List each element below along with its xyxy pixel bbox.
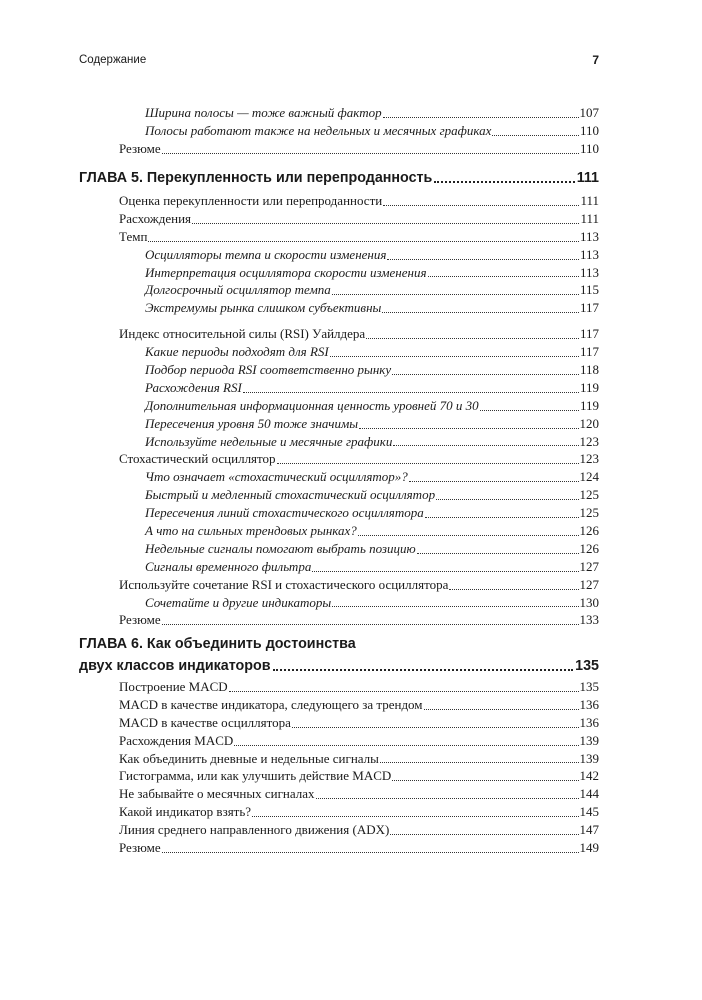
toc-entry-page: 127 [579,576,599,592]
toc-entry[interactable] [79,750,599,768]
toc-entry-page: 136 [579,696,599,712]
chapter-5-page: 111 [576,170,599,186]
toc-entry-title: Пересечения уровня 50 тоже значимы [145,415,359,431]
toc-entry[interactable] [79,264,599,282]
toc-entry[interactable] [79,415,599,433]
toc-entry-page: 147 [579,822,599,838]
toc-entry-page: 120 [579,415,599,431]
dot-leader [243,388,579,393]
toc-entry-title: Индекс относительной силы (RSI) Уайлдера [119,326,366,342]
toc-entry[interactable] [79,228,599,246]
toc-entry-title: MACD в качестве осциллятора [119,714,291,730]
dot-leader [428,272,579,277]
dot-leader [382,308,579,313]
chapter-6-heading[interactable] [79,634,599,676]
dot-leader [392,370,579,375]
toc-entry-page: 139 [579,732,599,748]
running-head [79,54,599,70]
toc-entry-title: Стохастический осциллятор [119,451,276,467]
toc-entry-title: Резюме [119,140,161,156]
toc-entry-page: 113 [579,264,599,280]
toc-entry-title: Какой индикатор взять? [119,804,252,820]
toc-entry[interactable] [79,540,599,558]
toc-entry-page: 144 [579,786,599,802]
dot-leader [229,687,579,692]
toc-entry[interactable] [79,192,599,210]
toc-entry-page: 113 [579,228,599,244]
dot-leader [387,255,579,260]
dot-leader [380,758,579,763]
dot-leader [449,585,578,590]
toc-entry-page: 126 [579,540,599,556]
toc-entry[interactable] [79,433,599,451]
toc-entry-title: Расхождения [119,210,192,226]
running-head-title: Содержание [79,54,147,66]
dot-leader [393,441,578,446]
toc-entry-title: Недельные сигналы помогают выбрать позицию [145,540,416,556]
toc-entry[interactable] [79,104,599,122]
toc-entry[interactable] [79,486,599,504]
toc-entry-page: 113 [579,246,599,262]
dot-leader [316,794,579,799]
toc-entry-title: Какие периоды подходят для RSI [145,344,329,360]
toc-entry[interactable] [79,468,599,486]
toc-entry-page: 123 [579,451,599,467]
dot-leader [162,620,579,625]
toc-entry-title: Экстремумы рынка слишком субъективны [145,300,382,316]
toc-entry-title: Построение MACD [119,678,228,694]
toc-entry-page: 126 [579,523,599,539]
toc-entry-page: 119 [579,379,599,395]
toc-entry[interactable] [79,140,599,158]
dot-leader [383,201,579,206]
toc-entry-title: Быстрый и медленный стохастический осциллятор [145,487,436,503]
chapter-5-heading[interactable] [79,168,599,188]
chapter-6-title-line1: ГЛАВА 6. Как объединить достоинства [79,636,356,652]
toc-entry-title: Как объединить дневные и недельные сигналы [119,750,379,766]
dot-leader [332,602,578,607]
toc-entry[interactable] [79,361,599,379]
toc-entry[interactable] [79,343,599,361]
dot-leader [492,131,579,136]
toc-entry-page: 115 [579,282,599,298]
dot-leader [424,705,579,710]
dot-leader [312,567,578,572]
toc-entry-page: 127 [579,558,599,574]
toc-entry-title: Расхождения RSI [145,379,242,395]
dot-leader [436,495,578,500]
toc-entry-page: 139 [579,750,599,766]
toc-entry[interactable] [79,281,599,299]
toc-entry-page: 142 [579,768,599,784]
toc-entry-page: 117 [579,300,599,316]
toc-entry-title: Дополнительная информационная ценность уровней 70 и 30 [145,397,479,413]
dot-leader [358,531,579,536]
dot-leader [330,352,579,357]
toc-entry-title: Полосы работают также на недельных и месячных графиках [145,122,492,138]
toc-entry-title: Гистограмма, или как улучшить действие MACD [119,768,392,784]
toc-entry-page: 117 [579,344,599,360]
toc-entry-title: Резюме [119,840,161,855]
toc-entry[interactable] [79,611,599,629]
toc-entry[interactable] [79,821,599,839]
dot-leader [234,741,578,746]
page-number: 7 [592,53,599,67]
toc-entry-page: 145 [579,804,599,820]
chapter-6-title-line2: двух классов индикаторов [79,658,271,674]
chapter-6-page: 135 [575,658,599,674]
toc-entry[interactable] [79,594,599,612]
dot-leader [409,477,579,482]
dot-leader [332,290,579,295]
dot-leader [366,334,579,339]
dot-leader [383,113,579,118]
toc-entry[interactable] [79,299,599,317]
toc-entry-title: Подбор периода RSI соответственно рынку [145,362,392,377]
toc-entry[interactable] [79,210,599,228]
dot-leader [192,219,579,224]
toc-entry-page: 118 [579,362,599,377]
toc-entry-title: Что означает «стохастический осциллятор»? [145,469,408,485]
toc-entry[interactable] [79,122,599,140]
toc-entry[interactable] [79,714,599,732]
toc-entry-page: 130 [579,594,599,610]
toc-entry-title: Резюме [119,612,161,628]
toc-entry-title: Долгосрочный осциллятор темпа [145,282,331,298]
toc-entry-page: 124 [579,469,599,485]
dot-leader [162,149,579,154]
toc-entry[interactable] [79,504,599,522]
toc-entry-page: 125 [579,487,599,503]
toc-entry-title: Линия среднего направленного движения (ADX) [119,822,390,838]
toc-entry-title: Интерпретация осциллятора скорости изменения [145,264,427,280]
dot-leader [252,812,578,817]
dot-leader [480,406,579,411]
toc-entry-title: Сигналы временного фильтра [145,558,312,574]
toc-entry[interactable] [79,522,599,540]
dot-leader [359,424,578,429]
toc-continued-section [79,104,599,158]
toc-entry-page: 111 [580,210,599,226]
chapter-5-entries [79,192,599,629]
toc-entry-title: Оценка перекупленности или перепроданности [119,192,383,208]
toc-entry[interactable] [79,576,599,594]
toc-entry-title: Используйте недельные и месячные графики [145,433,393,449]
toc-entry[interactable] [79,397,599,415]
toc-entry[interactable] [79,767,599,785]
toc-entry[interactable] [79,803,599,821]
toc-entry-page: 119 [579,397,599,413]
toc-entry[interactable] [79,558,599,576]
toc-entry[interactable] [79,246,599,264]
toc-entry-page: 107 [579,104,599,120]
toc-entry[interactable] [79,450,599,468]
dot-leader [277,459,579,464]
toc-entry-title: Расхождения MACD [119,732,234,748]
toc-entry-page: 110 [579,140,599,156]
toc-entry-page: 110 [579,122,599,138]
toc-entry-page: 133 [579,612,599,628]
chapter-5-title: ГЛАВА 5. Перекупленность или перепроданность [79,170,433,186]
toc-entry-title: Не забывайте о месячных сигналах [119,786,315,802]
dot-leader [162,848,579,853]
toc-entry[interactable] [79,379,599,397]
toc-entry[interactable] [79,325,599,343]
toc-entry-page: 123 [579,433,599,449]
toc-entry[interactable] [79,732,599,750]
toc-entry-title: Ширина полосы — тоже важный фактор [145,104,382,120]
dot-leader [148,237,579,242]
toc-entry-title: Используйте сочетание RSI и стохастического осциллятора [119,576,449,592]
toc-entry-title: MACD в качестве индикатора, следующего за трендом [119,696,423,712]
toc-entry-title: А что на сильных трендовых рынках? [145,523,357,539]
dot-leader [392,776,578,781]
toc-entry-page: 135 [579,678,599,694]
chapter-6-entries [79,678,599,857]
toc-entry-title: Пересечения линий стохастического осциллятора [145,505,424,521]
toc-entry-page: 117 [579,326,599,342]
dot-leader [292,723,579,728]
toc-entry-title: Осцилляторы темпа и скорости изменения [145,246,387,262]
toc-entry-page: 149 [579,840,599,855]
toc-entry-page: 111 [580,192,599,208]
dot-leader [417,549,579,554]
toc-entry[interactable] [79,839,599,857]
dot-leader [390,830,578,835]
toc-entry-title: Сочетайте и другие индикаторы [145,594,332,610]
toc-entry-page: 136 [579,714,599,730]
toc-entry[interactable] [79,678,599,696]
toc-entry-page: 125 [579,505,599,521]
toc-entry[interactable] [79,696,599,714]
dot-leader [425,513,579,518]
toc-entry-title: Темп [119,228,148,244]
toc-entry[interactable] [79,785,599,803]
